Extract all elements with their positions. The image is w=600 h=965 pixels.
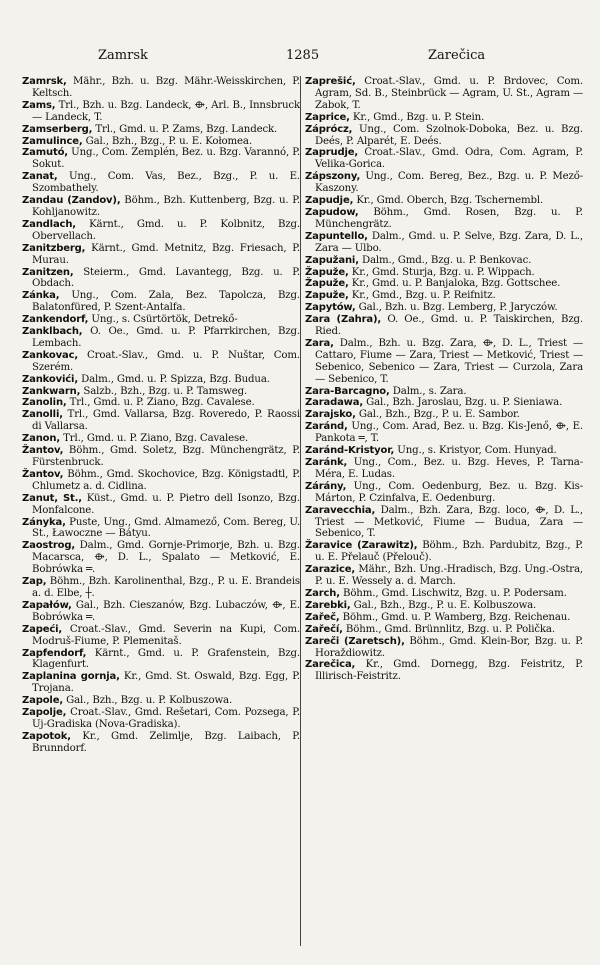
entry-text: Böhm., Gmd. Brünnlitz, Bzg. u. P. Polička. xyxy=(345,623,555,635)
column-divider xyxy=(300,76,301,946)
entry-text: Ung., s. Csürtörtök, Detrekő- xyxy=(91,314,238,326)
entry-headword: Zapałów, xyxy=(22,599,72,611)
entry-headword: Zapolje, xyxy=(22,707,67,719)
gazetteer-entry xyxy=(305,267,583,279)
entry-headword: Zarajsko, xyxy=(305,409,356,421)
gazetteer-entry xyxy=(305,409,583,421)
entry-headword: Zaostrog, xyxy=(22,540,76,552)
gazetteer-entry xyxy=(305,290,583,302)
entry-headword: Zárány, xyxy=(305,480,347,492)
entry-text: Böhm., Gmd. Klein-Bor, Bzg. u. P. Horaždiowitz. xyxy=(315,635,583,659)
entry-text: Kr., Gmd. u. P. Banjaloka, Bzg. Gottschee. xyxy=(351,278,561,290)
entry-headword: Žantov, xyxy=(22,445,64,457)
gazetteer-entry xyxy=(22,314,300,326)
entry-headword: Zamrsk, xyxy=(22,76,67,87)
entry-headword: Žantov, xyxy=(22,468,64,480)
gazetteer-entry xyxy=(305,207,583,231)
entry-headword: Zarch, xyxy=(305,587,340,599)
entry-headword: Žapuže, xyxy=(305,266,349,278)
gazetteer-entry xyxy=(305,636,583,660)
entry-headword: Zanolli, xyxy=(22,409,63,421)
gazetteer-entry xyxy=(305,278,583,290)
entry-text: Croat.-Slav., Gmd. Severin na Kupi, Com. Modruš-Fiume, P. Plemenitaš. xyxy=(32,623,300,647)
gazetteer-entry xyxy=(22,707,300,731)
entry-headword: Zarebki, xyxy=(305,599,351,611)
gazetteer-entry xyxy=(22,397,300,409)
gazetteer-entry xyxy=(22,648,300,672)
entry-text: Steierm., Gmd. Lavantegg, Bzg. u. P. Obdach. xyxy=(32,266,300,290)
entry-text: Küst., Gmd. u. P. Pietro dell Isonzo, Bzg. Monfalcone. xyxy=(32,492,300,516)
entry-headword: Zápszony, xyxy=(305,171,361,183)
gazetteer-entry xyxy=(305,302,583,314)
entry-headword: Zaprešić, xyxy=(305,76,356,87)
entry-headword: Zaprice, xyxy=(305,111,350,123)
entry-text: Dalm., Gmd., Bzg. u. P. Benkovac. xyxy=(361,254,532,266)
gazetteer-entry xyxy=(22,243,300,267)
entry-text: Gal., Bzh., Bzg. u. P. Kolbuszowa. xyxy=(66,695,233,707)
gazetteer-entry xyxy=(305,386,583,398)
gazetteer-entry xyxy=(22,386,300,398)
entry-headword: Zapudje, xyxy=(305,195,354,207)
entry-headword: Zařečí, xyxy=(305,623,343,635)
gazetteer-entry xyxy=(305,195,583,207)
gazetteer-entry xyxy=(22,695,300,707)
gazetteer-entry xyxy=(22,374,300,386)
entry-text: O. Oe., Gmd. u. P. Pfarrkirchen, Bzg. Lembach. xyxy=(32,326,300,349)
entry-headword: Zanon, xyxy=(22,433,61,445)
entry-headword: Zaránd-Kristyor, xyxy=(305,445,395,457)
gazetteer-entry xyxy=(22,671,300,695)
gazetteer-entry xyxy=(305,445,583,457)
gazetteer-entry xyxy=(305,588,583,600)
entry-text: Croat.-Slav., Gmd. Rešetari, Com. Pozsega, P. Uj-Gradiska (Nova-Gradiska). xyxy=(32,707,300,730)
entry-headword: Zankendorf, xyxy=(22,314,89,326)
entry-headword: Zánka, xyxy=(22,290,60,302)
gazetteer-entry xyxy=(305,231,583,255)
gazetteer-entry xyxy=(305,397,583,409)
entry-headword: Zanat, xyxy=(22,171,58,183)
entry-text: Gal., Bzh., Bzg., P. u. E. Kolbuszowa. xyxy=(353,599,537,611)
gazetteer-entry xyxy=(22,100,300,124)
entry-text: Kärnt., Gmd. u. P. Grafenstein, Bzg. Klagenfurt. xyxy=(32,647,300,671)
entry-text: Kärnt., Gmd. Metnitz, Bzg. Friesach, P. Murau. xyxy=(32,242,300,266)
entry-text: Croat.-Slav., Gmd. u. P. Nuštar, Com. Szerém. xyxy=(32,349,300,373)
entry-text: Gal., Bzh. Jaroslau, Bzg. u. P. Sieniawa. xyxy=(366,397,563,409)
entry-headword: Zankovići, xyxy=(22,373,78,385)
left-column xyxy=(22,76,300,952)
entry-headword: Zandau (Zandov), xyxy=(22,195,121,207)
entry-text: Trl., Gmd. u. P. Zams, Bzg. Landeck. xyxy=(95,123,278,135)
entry-headword: Záprócz, xyxy=(305,123,353,135)
entry-headword: Zapuntello, xyxy=(305,230,368,242)
entry-headword: Zareči (Zaretsch), xyxy=(305,635,405,647)
gazetteer-entry xyxy=(305,421,583,445)
entry-text: Puste, Ung., Gmd. Almamező, Com. Bereg, U. St., Ławoczne — Bátyu. xyxy=(32,516,300,540)
entry-text: Croat.-Slav., Gmd. Odra, Com. Agram, P. Velika-Gorica. xyxy=(315,147,583,171)
gazetteer-entry xyxy=(22,290,300,314)
gazetteer-entry xyxy=(22,540,300,576)
gazetteer-entry xyxy=(22,195,300,219)
entry-headword: Zaránk, xyxy=(305,457,348,468)
entry-text: Kr., Gmd. Sturja, Bzg. u. P. Wippach. xyxy=(351,266,535,278)
entry-text: Gal., Bzh., Bzg., P. u. E. Kołomea. xyxy=(85,135,252,147)
entry-text: Böhm., Gmd. Skochovice, Bzg. Königstadtl, P. Chlumetz a. d. Cidlina. xyxy=(32,468,300,492)
entry-headword: Zara (Zahra), xyxy=(305,314,382,326)
gazetteer-entry xyxy=(22,350,300,374)
entry-text: Kärnt., Gmd. u. P. Kolbnitz, Bzg. Obervellach. xyxy=(32,218,300,242)
entry-text: Ung., Com. Vas, Bez., Bzg., P. u. E. Szombathely. xyxy=(32,171,300,195)
entry-text: Kr., Gmd., Bzg. u. P. Reifnitz. xyxy=(351,290,496,302)
entry-text: Salzb., Bzh., Bzg. u. P. Tamsweg. xyxy=(83,385,248,397)
entry-text: Dalm., Gmd. Gornje-Primorje, Bzh. u. Bzg. Macarsca, ⟴, D. L., Spalato — Metković, E. Bobrówka ═. xyxy=(32,540,300,576)
entry-text: Gal., Bzh., Bzg., P. u. E. Sambor. xyxy=(358,409,520,421)
entry-headword: Zapeći, xyxy=(22,623,63,635)
entry-text: Dalm., s. Zara. xyxy=(392,385,467,397)
entry-headword: Zaprudje, xyxy=(305,147,359,159)
gazetteer-entry xyxy=(305,457,583,481)
gazetteer-entry xyxy=(305,600,583,612)
gazetteer-entry xyxy=(22,124,300,136)
gazetteer-entry xyxy=(22,731,300,755)
entry-text: Böhm., Bzh. Pardubitz, Bzg., P. u. E. Přelauč (Přelouč). xyxy=(315,540,583,564)
entry-headword: Zankovac, xyxy=(22,349,79,361)
entry-text: Ung., Com. Szolnok-Doboka, Bez. u. Bzg. Deés, P. Alparét, E. Deés. xyxy=(315,123,583,147)
entry-text: Böhm., Gmd. Rosen, Bzg. u. P. Münchengrätz. xyxy=(315,206,583,230)
entry-headword: Zarazice, xyxy=(305,564,356,576)
entry-text: Gal., Bzh. u. Bzg. Lemberg, P. Jaryczów. xyxy=(358,302,558,314)
gazetteer-entry xyxy=(305,255,583,267)
entry-text: Croat.-Slav., Gmd. u. P. Brdovec, Com. Agram, Sd. B., Steinbrück — Agram, U. St., Agram — Zabok, T. xyxy=(315,76,583,111)
entry-text: Ung., Com. Bereg, Bez., Bzg. u. P. Mező-Kaszony. xyxy=(315,171,583,195)
entry-headword: Zarečica, xyxy=(305,659,356,671)
gazetteer-entry xyxy=(305,314,583,338)
entry-text: Dalm., Bzh. Zara, Bzg. loco, ⟴, D. L., Triest — Metković, Fiume — Budua, Zara — Sebenico, T. xyxy=(315,504,583,540)
gazetteer-entry xyxy=(22,576,300,600)
gazetteer-entry xyxy=(22,219,300,243)
entry-text: Mähr., Bzh. Ung.-Hradisch, Bzg. Ung.-Ostra, P. u. E. Wessely a. d. March. xyxy=(315,564,583,588)
entry-headword: Zaradawa, xyxy=(305,397,364,409)
gazetteer-entry xyxy=(305,112,583,124)
gazetteer-entry xyxy=(22,433,300,445)
page-number: 1285 xyxy=(286,48,320,63)
gazetteer-entry xyxy=(22,445,300,469)
entry-text: Mähr., Bzh. u. Bzg. Mähr.-Weisskirchen, P. Keltsch. xyxy=(32,76,300,99)
entry-text: Kr., Gmd. Oberch, Bzg. Tschernembl. xyxy=(356,195,544,207)
entry-text: Trl., Gmd. u. P. Ziano, Bzg. Cavalese. xyxy=(63,433,249,445)
gazetteer-entry xyxy=(305,481,583,505)
entry-headword: Zanolin, xyxy=(22,397,67,409)
gazetteer-entry xyxy=(22,600,300,624)
entry-text: Ung., Com. Zala, Bez. Tapolcza, Bzg. Balatonfüred, P. Szent-Antalfa. xyxy=(32,290,300,314)
entry-headword: Zařeč, xyxy=(305,611,340,623)
entry-text: Ung., s. Kristyor, Com. Hunyad. xyxy=(397,445,557,457)
header-last-term: Zarečica xyxy=(428,48,486,63)
gazetteer-entry xyxy=(22,409,300,433)
entry-headword: Zanitzberg, xyxy=(22,242,86,254)
entry-headword: Zamserberg, xyxy=(22,123,93,135)
entry-headword: Zara, xyxy=(305,337,334,349)
gazetteer-entry xyxy=(22,136,300,148)
gazetteer-entry xyxy=(305,505,583,541)
entry-text: Kr., Gmd., Bzg. u. P. Stein. xyxy=(352,111,485,123)
entry-text: Böhm., Gmd. Soletz, Bzg. Münchengrätz, P. Fürstenbruck. xyxy=(32,445,300,468)
entry-headword: Zanitzen, xyxy=(22,266,74,278)
gazetteer-entry xyxy=(305,171,583,195)
gazetteer-entry xyxy=(305,612,583,624)
entry-text: Trl., Gmd. u. P. Ziano, Bzg. Cavalese. xyxy=(69,397,255,409)
entry-text: Böhm., Bzh. Kuttenberg, Bzg. u. P. Kohljanowitz. xyxy=(32,195,300,218)
entry-text: Ung., Com. Zemplén, Bez. u. Bzg. Varannó, P. Sokut. xyxy=(32,147,300,171)
entry-text: Dalm., Bzh. u. Bzg. Zara, ⟴, D. L., Triest — Cattaro, Fiume — Zara, Triest — Metković, Triest — Sebenico, Sebenico — Zara, Triest — Curzola, Zara — Sebenico, T. xyxy=(315,337,583,385)
entry-headword: Zapfendorf, xyxy=(22,647,87,659)
gazetteer-entry xyxy=(22,517,300,541)
entry-text: Böhm., Bzh. Karolinenthal, Bzg., P. u. E. Brandeis a. d. Elbe, ┼. xyxy=(32,576,300,599)
entry-headword: Zamulince, xyxy=(22,135,83,147)
entry-headword: Zapuže, xyxy=(305,290,349,302)
gazetteer-entry xyxy=(305,124,583,148)
entry-text: Böhm., Gmd. Lischwitz, Bzg. u. P. Podersam. xyxy=(342,587,567,599)
entry-headword: Zanklbach, xyxy=(22,326,83,338)
gazetteer-entry xyxy=(22,493,300,517)
gazetteer-entry xyxy=(22,267,300,291)
gazetteer-entry xyxy=(305,564,583,588)
entry-headword: Zap, xyxy=(22,576,47,588)
gazetteer-entry xyxy=(22,171,300,195)
entry-text: Kr., Gmd. St. Oswald, Bzg. Egg, P. Trojana. xyxy=(32,671,300,695)
entry-text: Dalm., Gmd. u. P. Selve, Bzg. Zara, D. L., Zara — Ulbo. xyxy=(315,230,583,254)
entry-headword: Zapotok, xyxy=(22,730,71,742)
entry-text: Dalm., Gmd. u. P. Spizza, Bzg. Budua. xyxy=(81,373,270,385)
entry-headword: Zapole, xyxy=(22,695,63,707)
entry-text: Kr., Gmd. Dornegg, Bzg. Feistritz, P. Illirisch-Feistritz. xyxy=(315,659,583,683)
entry-text: O. Oe., Gmd. u. P. Taiskirchen, Bzg. Ried. xyxy=(315,314,583,338)
entry-headword: Zaplanina gornja, xyxy=(22,671,120,683)
gazetteer-entry xyxy=(22,147,300,171)
entry-text: Böhm., Gmd. u. P. Wamberg, Bzg. Reichenau. xyxy=(342,611,571,623)
entry-text: Trl., Bzh. u. Bzg. Landeck, ⟴, Arl. B., Innsbruck — Landeck, T. xyxy=(32,99,300,123)
header-first-term: Zamrsk xyxy=(98,48,148,63)
entry-text: Trl., Gmd. Vallarsa, Bzg. Roveredo, P. Raossi di Vallarsa. xyxy=(32,409,300,433)
entry-headword: Zanut, St., xyxy=(22,492,82,504)
entry-text: Kr., Gmd. Zelimlje, Bzg. Laibach, P. Brunndorf. xyxy=(32,730,300,754)
entry-headword: Zaránd, xyxy=(305,421,348,433)
entry-headword: Žapuže, xyxy=(305,278,349,290)
entry-headword: Zányka, xyxy=(22,516,66,528)
entry-headword: Zams, xyxy=(22,99,56,111)
gazetteer-entry xyxy=(305,540,583,564)
entry-text: Ung., Com., Bez. u. Bzg. Heves, P. Tarna-Méra, E. Ludas. xyxy=(315,457,583,480)
entry-headword: Zapužani, xyxy=(305,254,359,266)
entry-headword: Zaravecchia, xyxy=(305,504,376,516)
gazetteer-entry xyxy=(22,624,300,648)
entry-headword: Žaravice (Zarawitz), xyxy=(305,540,418,552)
entry-headword: Zandlach, xyxy=(22,218,76,230)
running-header xyxy=(0,48,600,70)
entry-text: Ung., Com. Oedenburg, Bez. u. Bzg. Kis-Márton, P. Czinfalva, E. Oedenburg. xyxy=(315,480,583,504)
entry-headword: Zapudow, xyxy=(305,206,359,218)
entry-headword: Zapytów, xyxy=(305,302,356,314)
gazetteer-entry xyxy=(22,326,300,350)
gazetteer-entry xyxy=(305,76,583,112)
entry-headword: Zara-Barcagno, xyxy=(305,385,390,397)
entry-text: Ung., Com. Arad, Bez. u. Bzg. Kis-Jenő, ⟴, E. Pankota ═, T. xyxy=(315,421,583,445)
entry-text: Gal., Bzh. Cieszanów, Bzg. Lubaczów, ⟴, E. Bobrówka ═. xyxy=(32,599,300,623)
gazetteer-entry xyxy=(305,624,583,636)
gazetteer-entry xyxy=(305,147,583,171)
gazetteer-entry xyxy=(305,659,583,683)
right-column xyxy=(305,76,583,952)
gazetteer-entry xyxy=(22,469,300,493)
gazetteer-entry xyxy=(22,76,300,100)
entry-headword: Zankwarn, xyxy=(22,385,81,397)
entry-headword: Zamutó, xyxy=(22,147,68,159)
gazetteer-entry xyxy=(305,338,583,386)
